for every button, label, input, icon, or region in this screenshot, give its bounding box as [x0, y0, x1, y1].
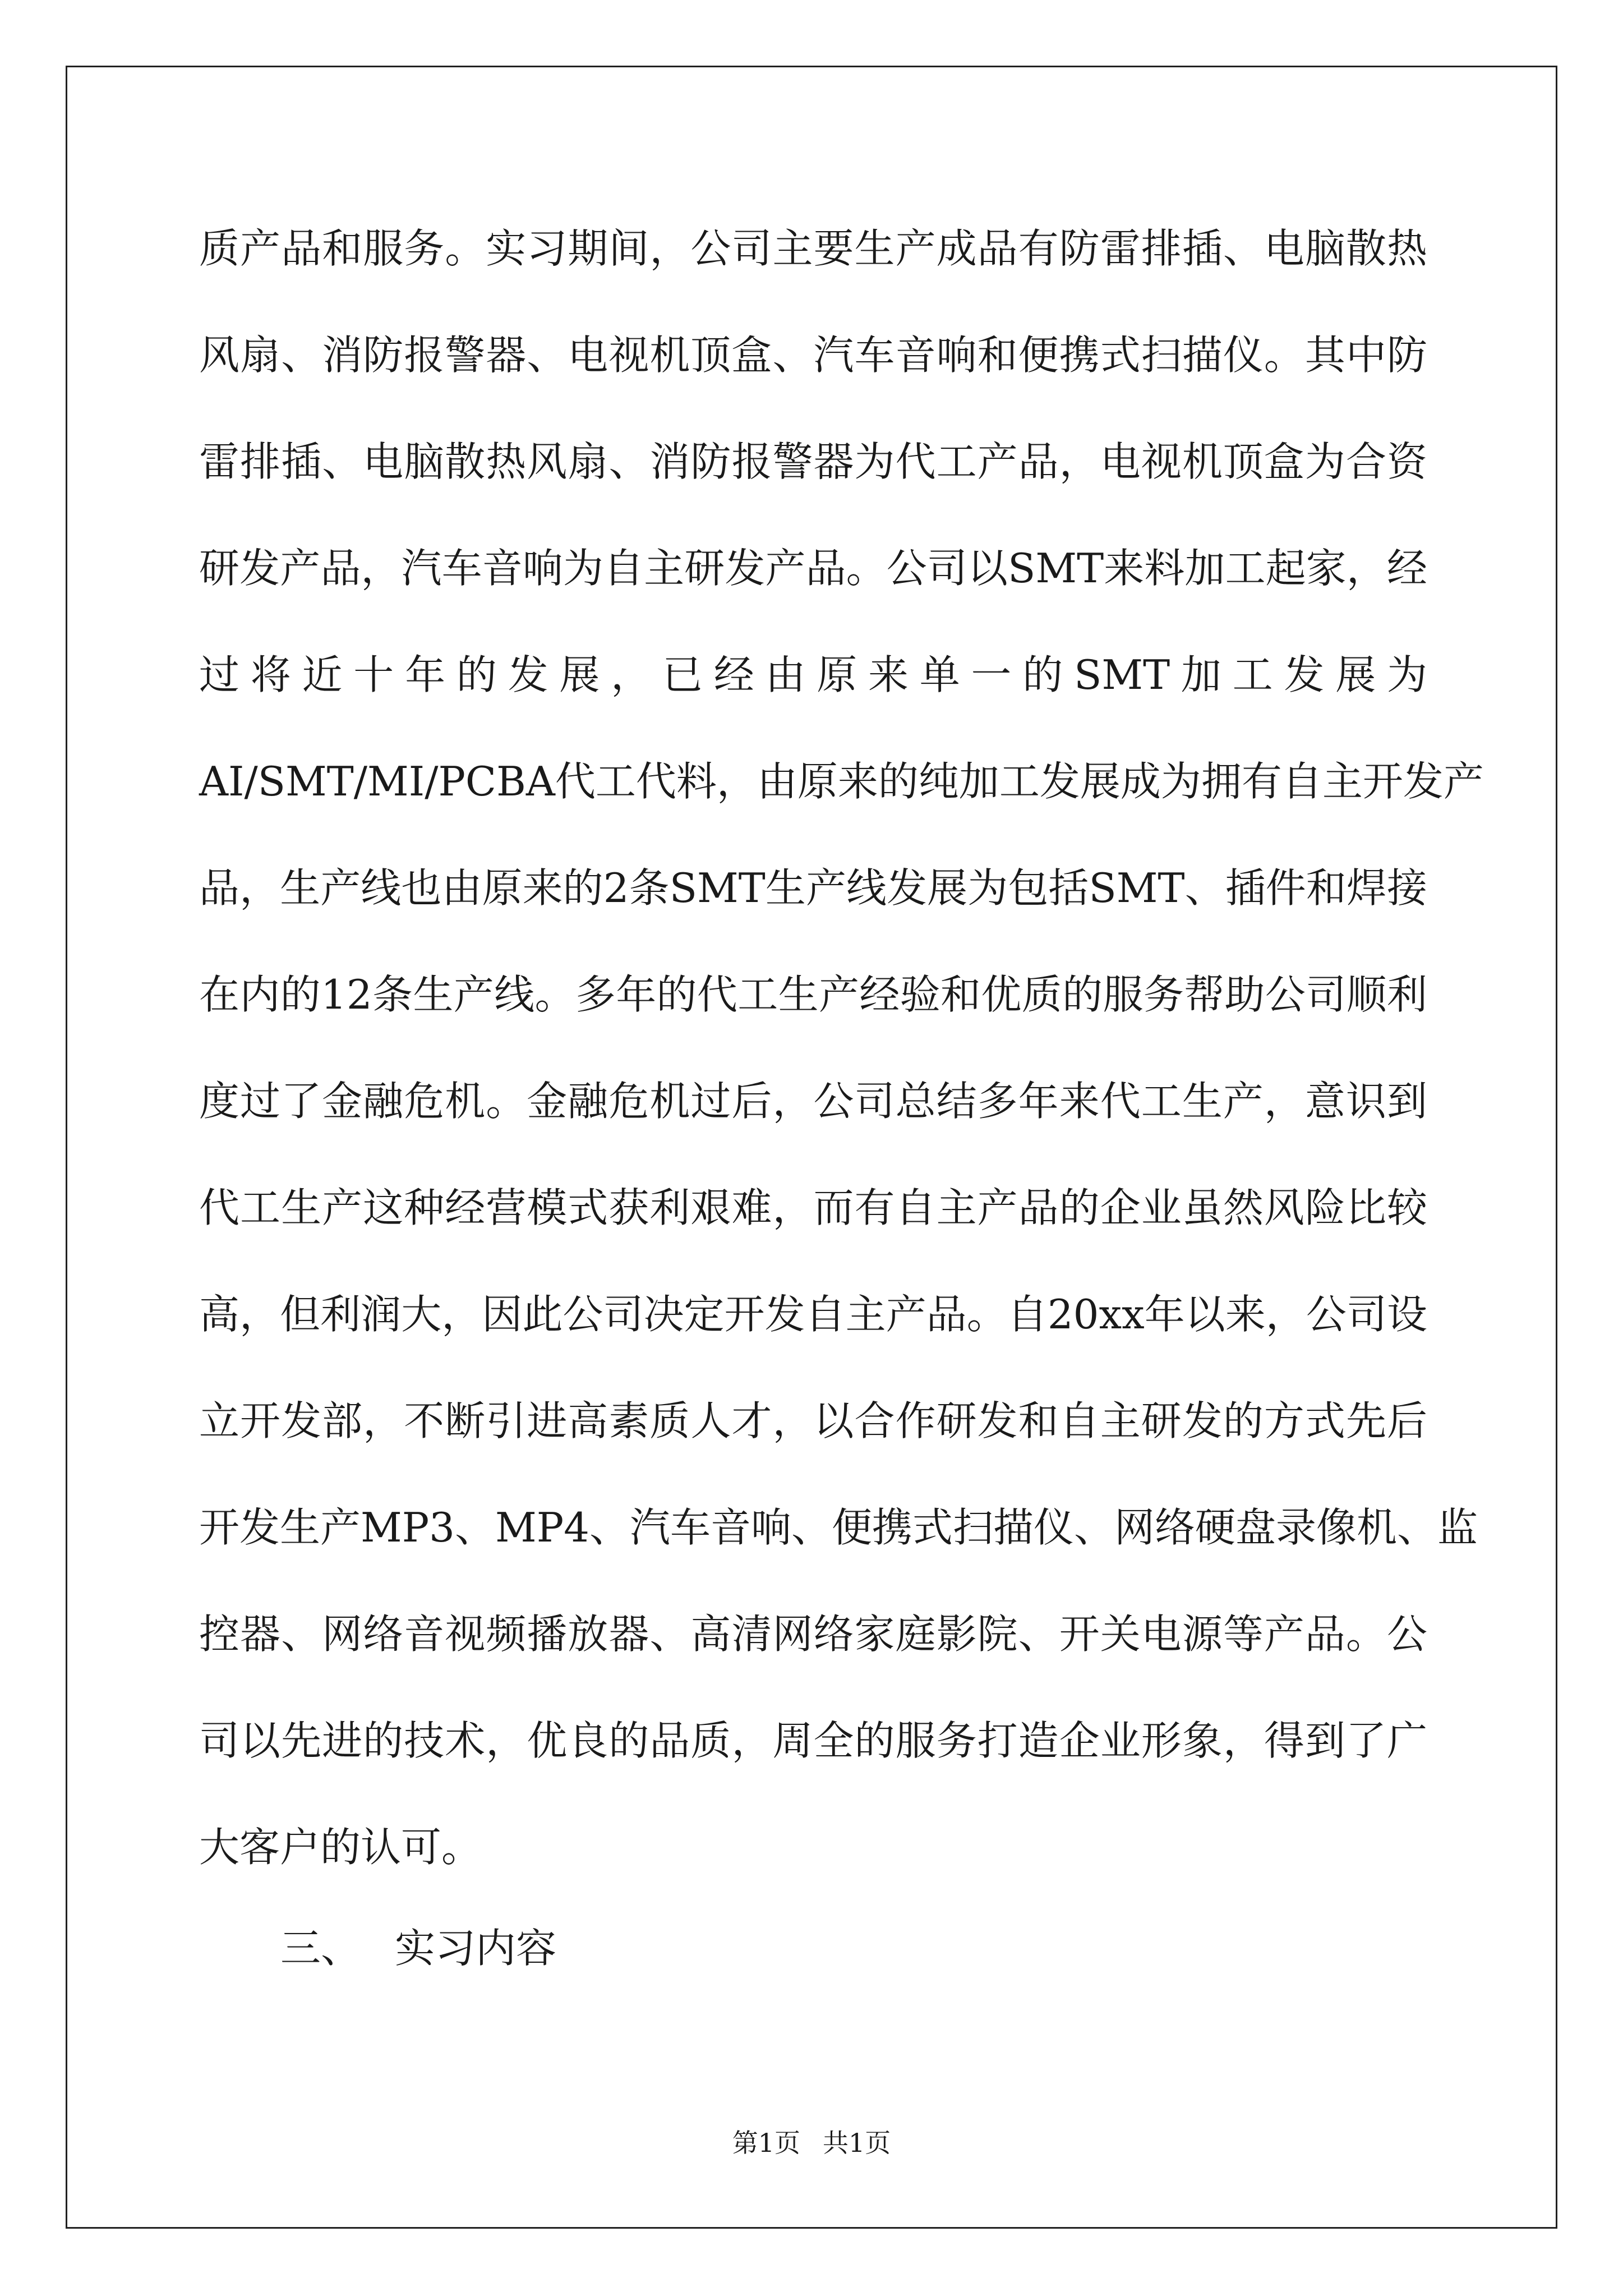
paragraph-line: 过将近十年的发展，已经由原来单一的SMT加工发展为	[199, 651, 1427, 698]
page-footer	[0, 2126, 1623, 2160]
paragraph-line: 高，但利润大，因此公司决定开发自主产品。自20xx年以来，公司设	[199, 1291, 1427, 1338]
paragraph-line: 研发产品，汽车音响为自主研发产品。公司以SMT来料加工起家，经	[199, 545, 1427, 592]
paragraph-line: 度过了金融危机。金融危机过后，公司总结多年来代工生产，意识到	[199, 1078, 1427, 1125]
paragraph-line: 控器、网络音视频播放器、高清网络家庭影院、开关电源等产品。公	[199, 1611, 1427, 1658]
section-number: 三、	[280, 1925, 362, 1972]
paragraph-line: 质产品和服务。实习期间，公司主要生产成品有防雷排插、电脑散热	[199, 225, 1427, 272]
body-paragraph	[199, 218, 1484, 1923]
paragraph-line: AI/SMT/MI/PCBA代工代料，由原来的纯加工发展成为拥有自主开发产	[199, 758, 1484, 805]
paragraph-line: 风扇、消防报警器、电视机顶盒、汽车音响和便携式扫描仪。其中防	[199, 332, 1427, 379]
paragraph-line-last: 大客户的认可。	[199, 1824, 482, 1871]
paragraph-line: 司以先进的技术，优良的品质，周全的服务打造企业形象，得到了广	[199, 1717, 1427, 1764]
paragraph-line: 立开发部，不断引进高素质人才，以合作研发和自主研发的方式先后	[199, 1397, 1427, 1444]
section-heading	[280, 1917, 556, 1979]
paragraph-line: 在内的12条生产线。多年的代工生产经验和优质的服务帮助公司顺利	[199, 971, 1427, 1018]
paragraph-line: 品，生产线也由原来的2条SMT生产线发展为包括SMT、插件和焊接	[199, 864, 1427, 912]
section-title: 实习内容	[395, 1925, 557, 1972]
page-total: 共1页	[823, 2128, 891, 2158]
paragraph-line: 雷排插、电脑散热风扇、消防报警器为代工产品，电视机顶盒为合资	[199, 438, 1427, 485]
paragraph-line: 代工生产这种经营模式获利艰难，而有自主产品的企业虽然风险比较	[199, 1184, 1427, 1231]
page-number: 第1页	[732, 2128, 800, 2158]
paragraph-line: 开发生产MP3、MP4、汽车音响、便携式扫描仪、网络硬盘录像机、监	[199, 1504, 1478, 1551]
